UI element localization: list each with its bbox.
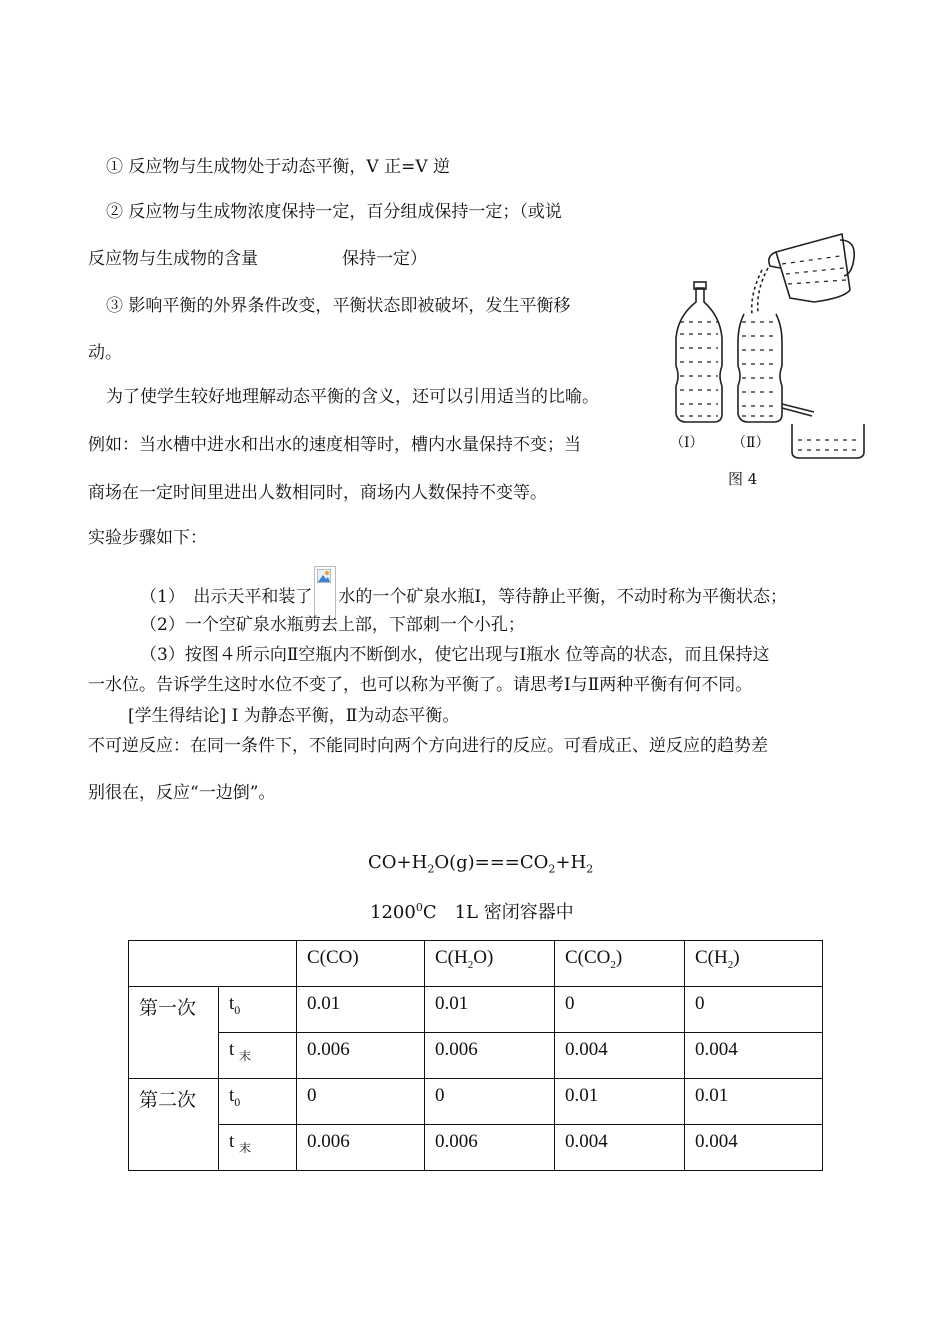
header-co2 bbox=[555, 941, 685, 987]
time-sub: 末 bbox=[239, 1140, 252, 1155]
step-1-text-b: 水的一个矿泉水瓶Ⅰ，等待静止平衡，不动时称为平衡状态； bbox=[338, 587, 788, 607]
time-sub: 0 bbox=[234, 1002, 241, 1017]
broken-image-placeholder bbox=[314, 566, 336, 620]
table-cell: 0.01 bbox=[555, 1079, 685, 1125]
para-dynamic-equilibrium: ① 反应物与生成物处于动态平衡，V 正=V 逆 bbox=[106, 157, 451, 177]
table-cell: 0.004 bbox=[685, 1125, 823, 1171]
table-cell: 0.01 bbox=[297, 987, 425, 1033]
header-h2-b: ) bbox=[733, 947, 740, 968]
cond-temp: 1200 bbox=[370, 902, 416, 923]
para-content-constant-1: 反应物与生成物的含量 bbox=[88, 249, 258, 269]
table-cell: 0.006 bbox=[297, 1125, 425, 1171]
time-t: t bbox=[229, 993, 235, 1014]
group-label: 第二次 bbox=[129, 1079, 219, 1171]
header-h2o-sub: 2 bbox=[467, 958, 474, 971]
header-co2-b: ) bbox=[615, 947, 623, 968]
group-label: 第一次 bbox=[129, 987, 219, 1079]
table-cell: 0.004 bbox=[555, 1033, 685, 1079]
para-constant-concentration: ② 反应物与生成物浓度保持一定，百分组成保持一定；（或说 bbox=[106, 202, 562, 222]
figure-label-1: （Ⅰ） bbox=[670, 435, 704, 451]
para-analogy-1: 为了使学生较好地理解动态平衡的含义，还可以引用适当的比喻。 bbox=[106, 387, 599, 407]
table-cell: 0 bbox=[685, 987, 823, 1033]
cond-rest: C 1L 密闭容器中 bbox=[422, 902, 574, 923]
figure-4 bbox=[664, 216, 870, 496]
table-row bbox=[129, 1033, 823, 1079]
step-1-text-a: （1） 出示天平和装了 bbox=[140, 587, 313, 607]
table-cell: 0.004 bbox=[555, 1125, 685, 1171]
time-cell bbox=[219, 1125, 297, 1171]
time-sub: 0 bbox=[234, 1094, 241, 1109]
bottles-illustration bbox=[664, 216, 870, 496]
eq-sub-1: 2 bbox=[427, 862, 435, 876]
para-content-constant-2: 保持一定） bbox=[342, 249, 427, 269]
header-h2o bbox=[425, 941, 555, 987]
table-cell: 0.004 bbox=[685, 1033, 823, 1079]
conclusion: [学生得结论] Ⅰ 为静态平衡，Ⅱ为动态平衡。 bbox=[128, 706, 460, 726]
para-shift: ③ 影响平衡的外界条件改变，平衡状态即被破坏，发生平衡移 bbox=[106, 296, 571, 316]
step-3a: （3）按图４所示向Ⅱ空瓶内不断倒水，使它出现与Ⅰ瓶水 位等高的状态，而且保持这 bbox=[140, 645, 770, 665]
concentration-table bbox=[128, 940, 823, 1171]
para-analogy-2: 例如：当水槽中进水和出水的速度相等时，槽内水量保持不变；当 bbox=[88, 435, 581, 455]
time-cell bbox=[219, 1079, 297, 1125]
table-cell: 0.006 bbox=[425, 1033, 555, 1079]
header-h2o-a: C(H bbox=[435, 947, 468, 968]
eq-mid-1: O(g)===CO bbox=[434, 852, 549, 873]
time-sub: 末 bbox=[239, 1048, 252, 1063]
cond-degree: 0 bbox=[415, 901, 423, 914]
step-2: （2）一个空矿泉水瓶剪去上部，下部刺一个小孔； bbox=[140, 615, 525, 635]
figure-caption: 图 4 bbox=[728, 470, 758, 488]
image-icon bbox=[317, 569, 331, 583]
table-cell: 0.01 bbox=[685, 1079, 823, 1125]
step-1 bbox=[140, 566, 787, 620]
table-row bbox=[129, 1079, 823, 1125]
table-row bbox=[129, 987, 823, 1033]
time-t: t bbox=[229, 1131, 235, 1152]
figure-label-2: （Ⅱ） bbox=[732, 435, 770, 451]
header-h2 bbox=[685, 941, 823, 987]
header-co2-a: C(CO bbox=[565, 947, 611, 968]
header-empty bbox=[129, 941, 297, 987]
table-cell: 0.006 bbox=[425, 1125, 555, 1171]
steps-title: 实验步骤如下： bbox=[88, 528, 207, 548]
eq-mid-2: +H bbox=[555, 852, 587, 873]
time-t: t bbox=[229, 1039, 235, 1060]
header-co2-sub: 2 bbox=[610, 958, 616, 971]
irreversible-def-2: 别很在，反应“一边倒”。 bbox=[88, 783, 276, 803]
table-cell: 0.01 bbox=[425, 987, 555, 1033]
para-analogy-3: 商场在一定时间里进出人数相同时，商场内人数保持不变等。 bbox=[88, 483, 547, 503]
step-3b: 一水位。告诉学生这时水位不变了，也可以称为平衡了。请思考Ⅰ与Ⅱ两种平衡有何不同。 bbox=[88, 675, 753, 695]
time-cell bbox=[219, 987, 297, 1033]
table-cell: 0 bbox=[555, 987, 685, 1033]
header-h2-sub: 2 bbox=[727, 958, 734, 971]
table-row bbox=[129, 1125, 823, 1171]
table-cell: 0 bbox=[425, 1079, 555, 1125]
table-header-row bbox=[129, 941, 823, 987]
time-t: t bbox=[229, 1085, 235, 1106]
header-co: C(CO) bbox=[297, 941, 425, 987]
eq-sub-2: 2 bbox=[548, 862, 556, 876]
header-h2o-b: O) bbox=[473, 947, 494, 968]
reaction-conditions bbox=[370, 898, 574, 924]
eq-lhs: CO+H bbox=[368, 852, 428, 873]
header-h2-a: C(H bbox=[695, 947, 728, 968]
table-cell: 0.006 bbox=[297, 1033, 425, 1079]
eq-sub-3: 2 bbox=[586, 862, 594, 876]
table-cell: 0 bbox=[297, 1079, 425, 1125]
time-cell bbox=[219, 1033, 297, 1079]
para-shift-end: 动。 bbox=[88, 343, 122, 363]
reaction-equation bbox=[368, 852, 593, 876]
irreversible-def-1: 不可逆反应：在同一条件下，不能同时向两个方向进行的反应。可看成正、逆反应的趋势差 bbox=[88, 736, 768, 756]
